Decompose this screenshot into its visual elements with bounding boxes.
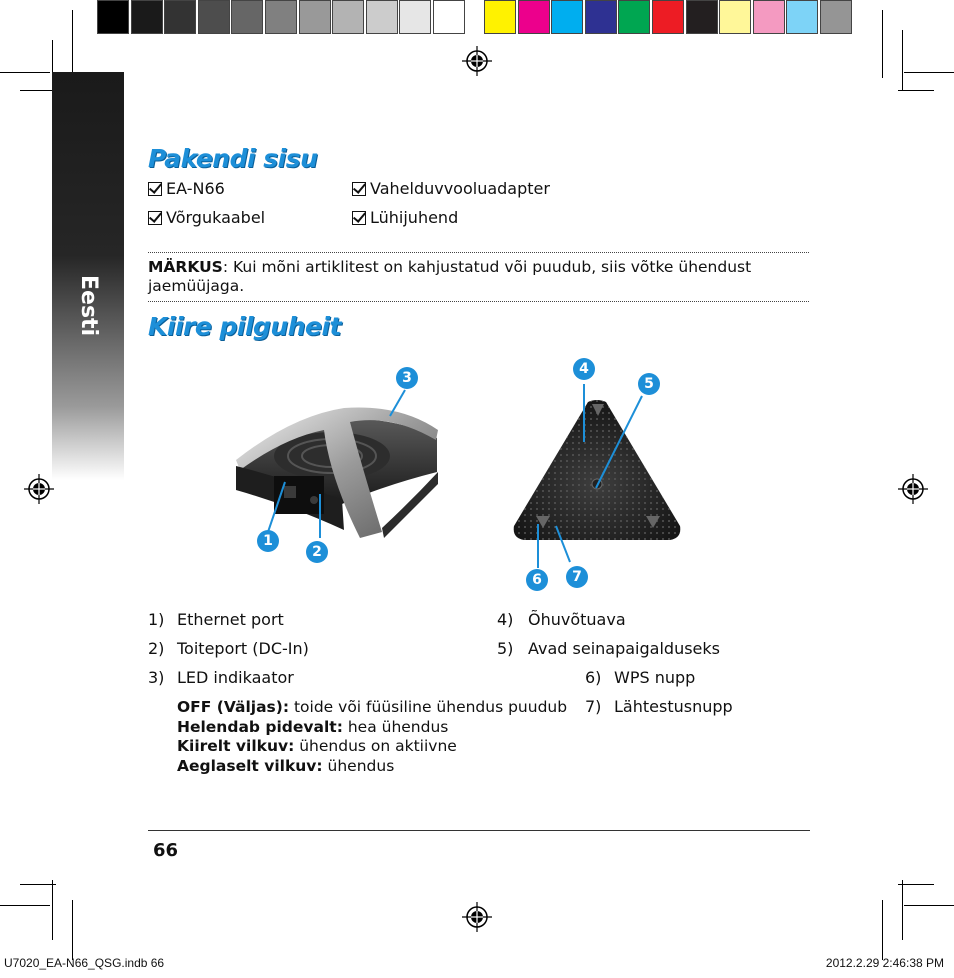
- color-swatch: [484, 0, 516, 34]
- callout-number: 4: [573, 358, 595, 380]
- color-swatch: [131, 0, 163, 34]
- color-swatch: [265, 0, 297, 34]
- slug-filename: U7020_EA-N66_QSG.indb 66: [4, 956, 165, 970]
- parts-list-label: LED indikaator: [177, 668, 294, 687]
- package-contents-heading: Pakendi sisu: [148, 144, 318, 173]
- color-swatch: [652, 0, 684, 34]
- note-label: MÄRKUS: [148, 258, 223, 276]
- footer-rule: [148, 830, 810, 831]
- note-text: [148, 258, 808, 296]
- color-swatch: [786, 0, 818, 34]
- callout-number: 6: [526, 569, 548, 591]
- parts-list-label: Lähtestusnupp: [614, 697, 733, 716]
- registration-mark-icon: [24, 474, 54, 504]
- callout-number: 2: [306, 541, 328, 563]
- language-label: Eesti: [76, 275, 101, 337]
- crop-mark: [20, 884, 56, 885]
- crop-mark: [904, 905, 954, 906]
- parts-list-number: 4): [497, 610, 514, 629]
- color-swatch: [518, 0, 550, 34]
- parts-list-label: Ethernet port: [177, 610, 284, 629]
- color-swatch: [198, 0, 230, 34]
- parts-list-label: Õhuvõtuava: [528, 610, 626, 629]
- registration-mark-icon: [462, 46, 492, 76]
- parts-list-label: WPS nupp: [614, 668, 696, 687]
- callout-number: 7: [566, 566, 588, 588]
- led-status-item: [177, 737, 567, 757]
- checklist-item-label: Lühijuhend: [370, 208, 459, 227]
- led-status-desc: ühendus: [322, 756, 395, 775]
- parts-list-number: 5): [497, 639, 514, 658]
- crop-mark: [72, 900, 73, 960]
- led-status-list: [177, 698, 567, 776]
- checkbox-checked-icon: [148, 211, 162, 225]
- parts-list-number: 2): [148, 639, 165, 658]
- note-divider-top: [148, 252, 809, 253]
- color-swatch: [551, 0, 583, 34]
- registration-mark-icon: [898, 474, 928, 504]
- callout-number: 1: [257, 530, 279, 552]
- led-status-item: [177, 718, 567, 738]
- crop-mark: [72, 10, 73, 78]
- quick-overview-heading: Kiire pilguheit: [148, 312, 342, 341]
- slug-timestamp: 2012.2.29 2:46:38 PM: [825, 956, 944, 970]
- crop-mark: [882, 900, 883, 960]
- checkbox-checked-icon: [352, 182, 366, 196]
- checklist-item: [148, 208, 265, 228]
- led-status-item: [177, 757, 567, 777]
- led-status-term: Kiirelt vilkuv:: [177, 737, 295, 755]
- crop-mark: [898, 884, 934, 885]
- color-swatch: [399, 0, 431, 34]
- checkbox-checked-icon: [148, 182, 162, 196]
- crop-mark: [898, 90, 934, 91]
- note-body: : Kui mõni artiklitest on kahjustatud või puudub, siis võtke ühendust jaemüüjaga.: [148, 258, 752, 295]
- page-number: 66: [153, 840, 179, 861]
- crop-mark: [0, 72, 50, 73]
- crop-mark: [52, 880, 53, 940]
- note-divider-bottom: [148, 301, 809, 302]
- parts-list-number: 1): [148, 610, 165, 629]
- parts-list-number: 3): [148, 668, 165, 687]
- color-swatch: [585, 0, 617, 34]
- led-status-desc: toide või füüsiline ühendus puudub: [289, 698, 568, 716]
- crop-mark: [902, 30, 903, 90]
- parts-list-number: 6): [585, 668, 602, 687]
- led-status-term: Aeglaselt vilkuv:: [177, 756, 323, 775]
- led-status-term: OFF (Väljas):: [177, 698, 290, 716]
- led-status-term: Helendab pidevalt:: [177, 717, 343, 736]
- led-status-item: [177, 698, 567, 718]
- color-swatch: [618, 0, 650, 34]
- registration-mark-icon: [462, 902, 492, 932]
- color-swatch: [332, 0, 364, 34]
- checklist-item-label: Vahelduvvooluadapter: [370, 179, 550, 198]
- checklist-item-label: Võrgukaabel: [166, 208, 266, 227]
- color-swatch: [433, 0, 465, 34]
- crop-mark: [882, 10, 883, 78]
- color-swatch: [719, 0, 751, 34]
- checkbox-checked-icon: [352, 211, 366, 225]
- checklist-item: [352, 179, 550, 199]
- color-swatch: [820, 0, 852, 34]
- color-swatch: [753, 0, 785, 34]
- checklist-item: [352, 208, 458, 228]
- color-swatch: [366, 0, 398, 34]
- callout-number: 3: [396, 367, 418, 389]
- checklist-item-label: EA-N66: [166, 179, 225, 198]
- checklist-item: [148, 179, 225, 199]
- color-swatch: [231, 0, 263, 34]
- parts-list-number: 7): [585, 697, 602, 716]
- crop-mark: [20, 90, 56, 91]
- parts-list-label: Toiteport (DC-In): [177, 639, 309, 658]
- parts-list-label: Avad seinapaigalduseks: [528, 639, 720, 658]
- color-swatch: [686, 0, 718, 34]
- led-status-desc: hea ühendus: [342, 717, 449, 736]
- led-status-desc: ühendus on aktiivne: [294, 737, 457, 755]
- crop-mark: [904, 72, 954, 73]
- color-swatch: [299, 0, 331, 34]
- crop-mark: [902, 880, 903, 940]
- callout-lines: [520, 370, 660, 570]
- crop-mark: [0, 905, 50, 906]
- color-swatch: [164, 0, 196, 34]
- color-swatch: [97, 0, 129, 34]
- callout-number: 5: [638, 373, 660, 395]
